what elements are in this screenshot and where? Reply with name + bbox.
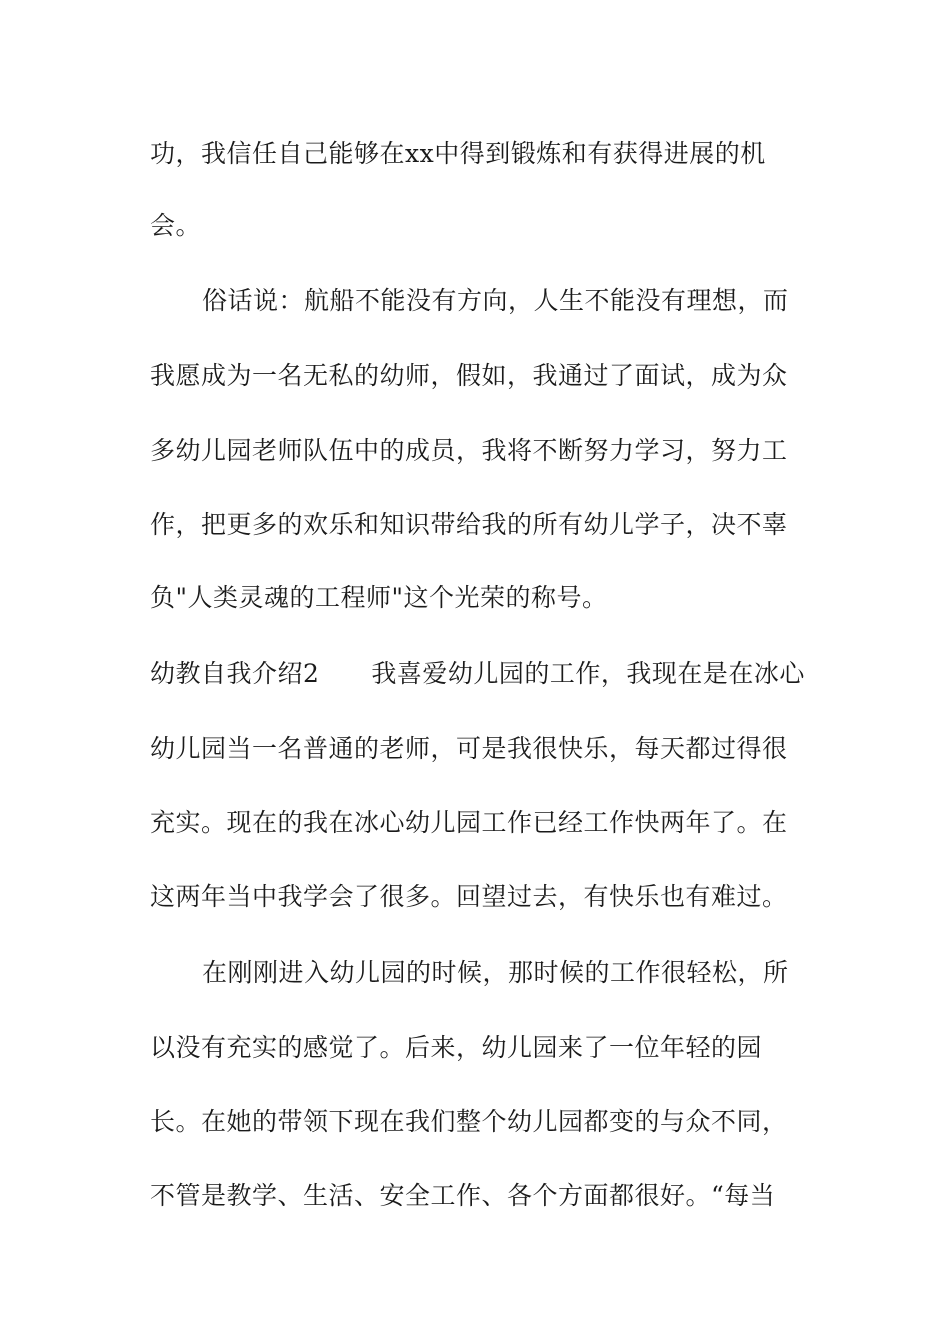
text-line: 以没有充实的感觉了。后来，幼儿园来了一位年轻的园 <box>150 1033 763 1062</box>
text-line: 会。 <box>150 211 202 240</box>
text-line: 作，把更多的欢乐和知识带给我的所有幼儿学子，决不辜 <box>150 510 788 539</box>
text-line: 这两年当中我学会了很多。回望过去，有快乐也有难过。 <box>150 882 788 911</box>
section-heading: 幼教自我介绍2 <box>150 659 320 688</box>
text-line: 多幼儿园老师队伍中的成员，我将不断努力学习，努力工 <box>150 436 788 465</box>
section-heading-line <box>150 659 805 689</box>
text-line: 不管是教学、生活、安全工作、各个方面都很好。“每当 <box>150 1181 776 1210</box>
text-line: 充实。现在的我在冰心幼儿园工作已经工作快两年了。在 <box>150 808 788 837</box>
paragraph-start: 在刚刚进入幼儿园的时候，那时候的工作很轻松，所 <box>202 958 789 987</box>
text-line: 我愿成为一名无私的幼师，假如，我通过了面试，成为众 <box>150 361 788 390</box>
paragraph-start: 俗话说：航船不能没有方向，人生不能没有理想，而 <box>202 286 789 315</box>
text-line: 幼儿园当一名普通的老师，可是我很快乐，每天都过得很 <box>150 734 788 763</box>
text-span: 我喜爱幼儿园的工作，我现在是在冰心 <box>371 659 805 688</box>
text-line: 功，我信任自己能够在xx中得到锻炼和有获得进展的机 <box>150 139 766 168</box>
text-line: 负"人类灵魂的工程师"这个光荣的称号。 <box>150 583 608 612</box>
text-line: 长。在她的带领下现在我们整个幼儿园都变的与众不同， <box>150 1107 788 1136</box>
